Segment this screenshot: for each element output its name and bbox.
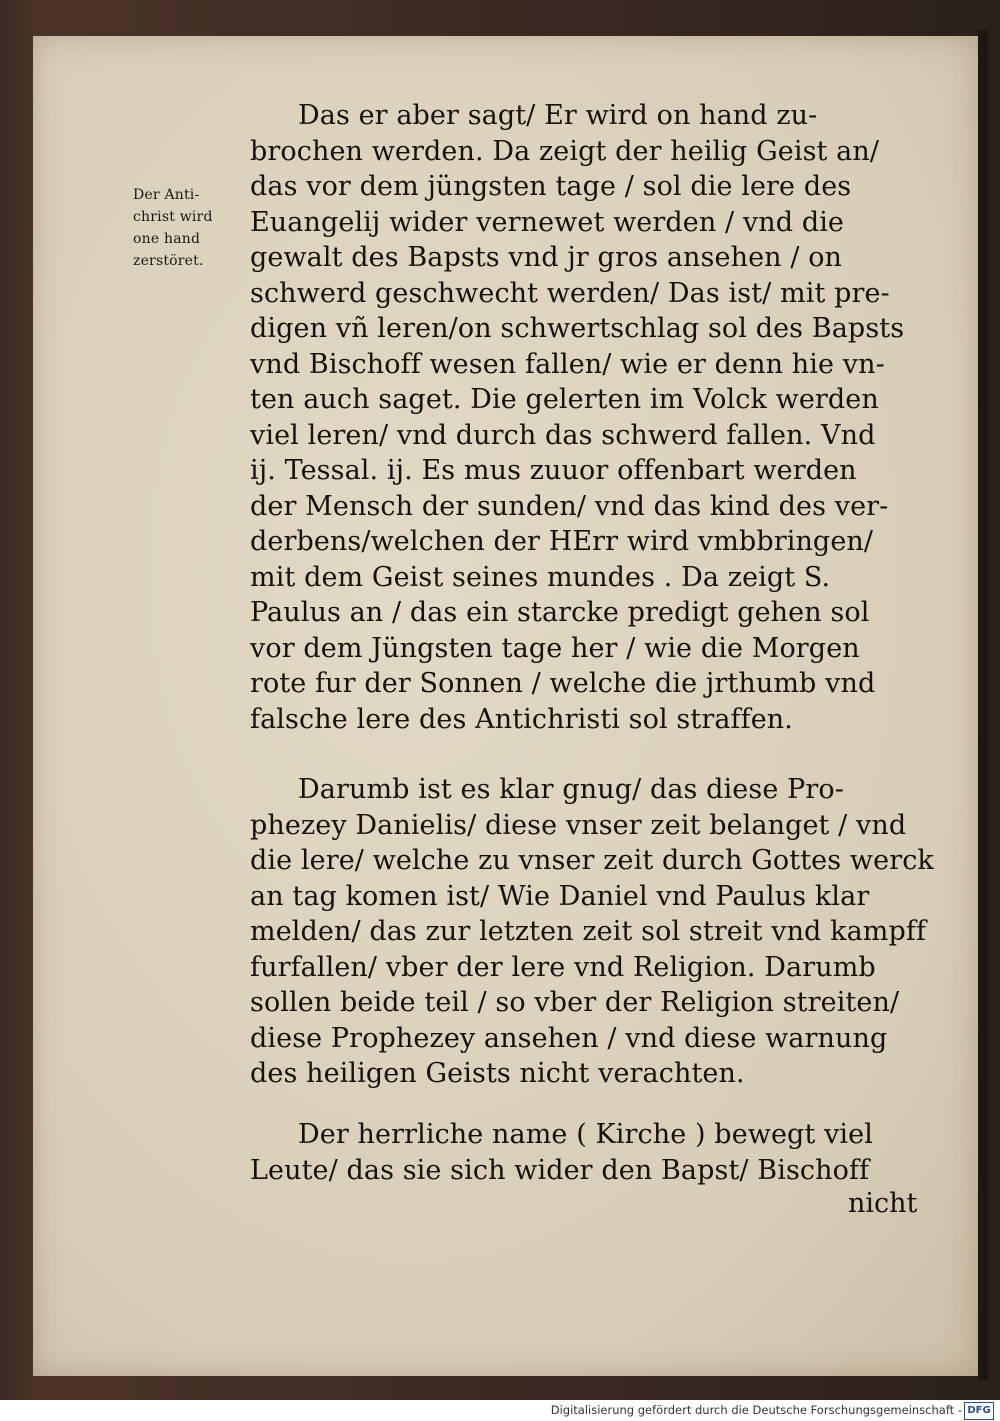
text-line: schwerd geschwecht werden/ Das ist/ mit pre- — [250, 277, 890, 309]
text-line: vor dem Jüngsten tage her / wie die Morgen — [250, 632, 860, 664]
text-line: das vor dem jüngsten tage / sol die lere des — [250, 171, 852, 202]
marginal-note-line: christ wird — [133, 209, 213, 225]
catchword: nicht — [848, 1188, 918, 1219]
marginal-note — [133, 184, 243, 272]
text-line: brochen werden. Da zeigt der heilig Geist an/ — [250, 135, 880, 167]
text-line: furfallen/ vber der lere vnd Religion. Darumb — [250, 951, 876, 983]
text-line: melden/ das zur letzten zeit sol streit vnd kampff — [250, 916, 927, 947]
text-line: Der herrliche name ( Kirche ) bewegt viel — [298, 1119, 873, 1150]
dfg-logo: DFG — [964, 1402, 994, 1420]
text-line: vnd Bischoff wesen fallen/ wie er denn hie vn- — [250, 348, 885, 380]
text-line: an tag komen ist/ Wie Daniel vnd Paulus klar — [250, 880, 870, 912]
text-line: der Mensch der sunden/ vnd das kind des ver- — [250, 490, 889, 522]
text-line: Paulus an / das ein starcke predigt gehen sol — [250, 597, 870, 628]
paragraph-1 — [250, 98, 950, 737]
marginal-note-line: zerstöret. — [133, 253, 204, 269]
paragraph-3 — [250, 1117, 950, 1188]
text-line: ij. Tessal. ij. Es mus zuuor offenbart werden — [250, 455, 857, 486]
paragraph-2 — [250, 772, 950, 1092]
text-line: viel leren/ vnd durch das schwerd fallen. Vnd — [250, 419, 876, 451]
text-line: Euangelij wider vernewet werden / vnd die — [250, 206, 845, 238]
text-line: sollen beide teil / so vber der Religion streiten/ — [250, 987, 900, 1018]
text-line: falsche lere des Antichristi sol straffen. — [250, 703, 793, 735]
text-line: diese Prophezey ansehen / vnd diese warnung — [250, 1022, 888, 1054]
text-line: ten auch saget. Die gelerten im Volck werden — [250, 384, 879, 415]
text-line: digen vñ leren/on schwertschlag sol des Bapsts — [250, 313, 905, 344]
text-line: des heiligen Geists nicht verachten. — [250, 1058, 745, 1089]
text-line: mit dem Geist seines mundes . Da zeigt S. — [250, 561, 831, 593]
text-line: die lere/ welche zu vnser zeit durch Gottes werck — [250, 845, 934, 876]
text-line: rote fur der Sonnen / welche die jrthumb vnd — [250, 668, 876, 699]
text-line: phezey Danielis/ diese vnser zeit belanget / vnd — [250, 809, 907, 841]
marginal-note-line: Der Anti- — [133, 187, 200, 203]
text-line: Darumb ist es klar gnug/ das diese Pro- — [298, 774, 844, 805]
marginal-note-line: one hand — [133, 231, 201, 247]
text-line: derbens/welchen der HErr wird vmbbringen/ — [250, 526, 874, 557]
text-line: gewalt des Bapsts vnd jr gros ansehen / on — [250, 242, 843, 273]
text-line: Leute/ das sie sich wider den Bapst/ Bischoff — [250, 1154, 870, 1186]
digitization-footer — [0, 1400, 1000, 1421]
page-edge — [978, 30, 988, 1380]
funding-notice: Digitalisierung gefördert durch die Deutsche Forschungsgemeinschaft - — [550, 1403, 962, 1417]
text-line: Das er aber sagt/ Er wird on hand zu- — [298, 100, 818, 131]
